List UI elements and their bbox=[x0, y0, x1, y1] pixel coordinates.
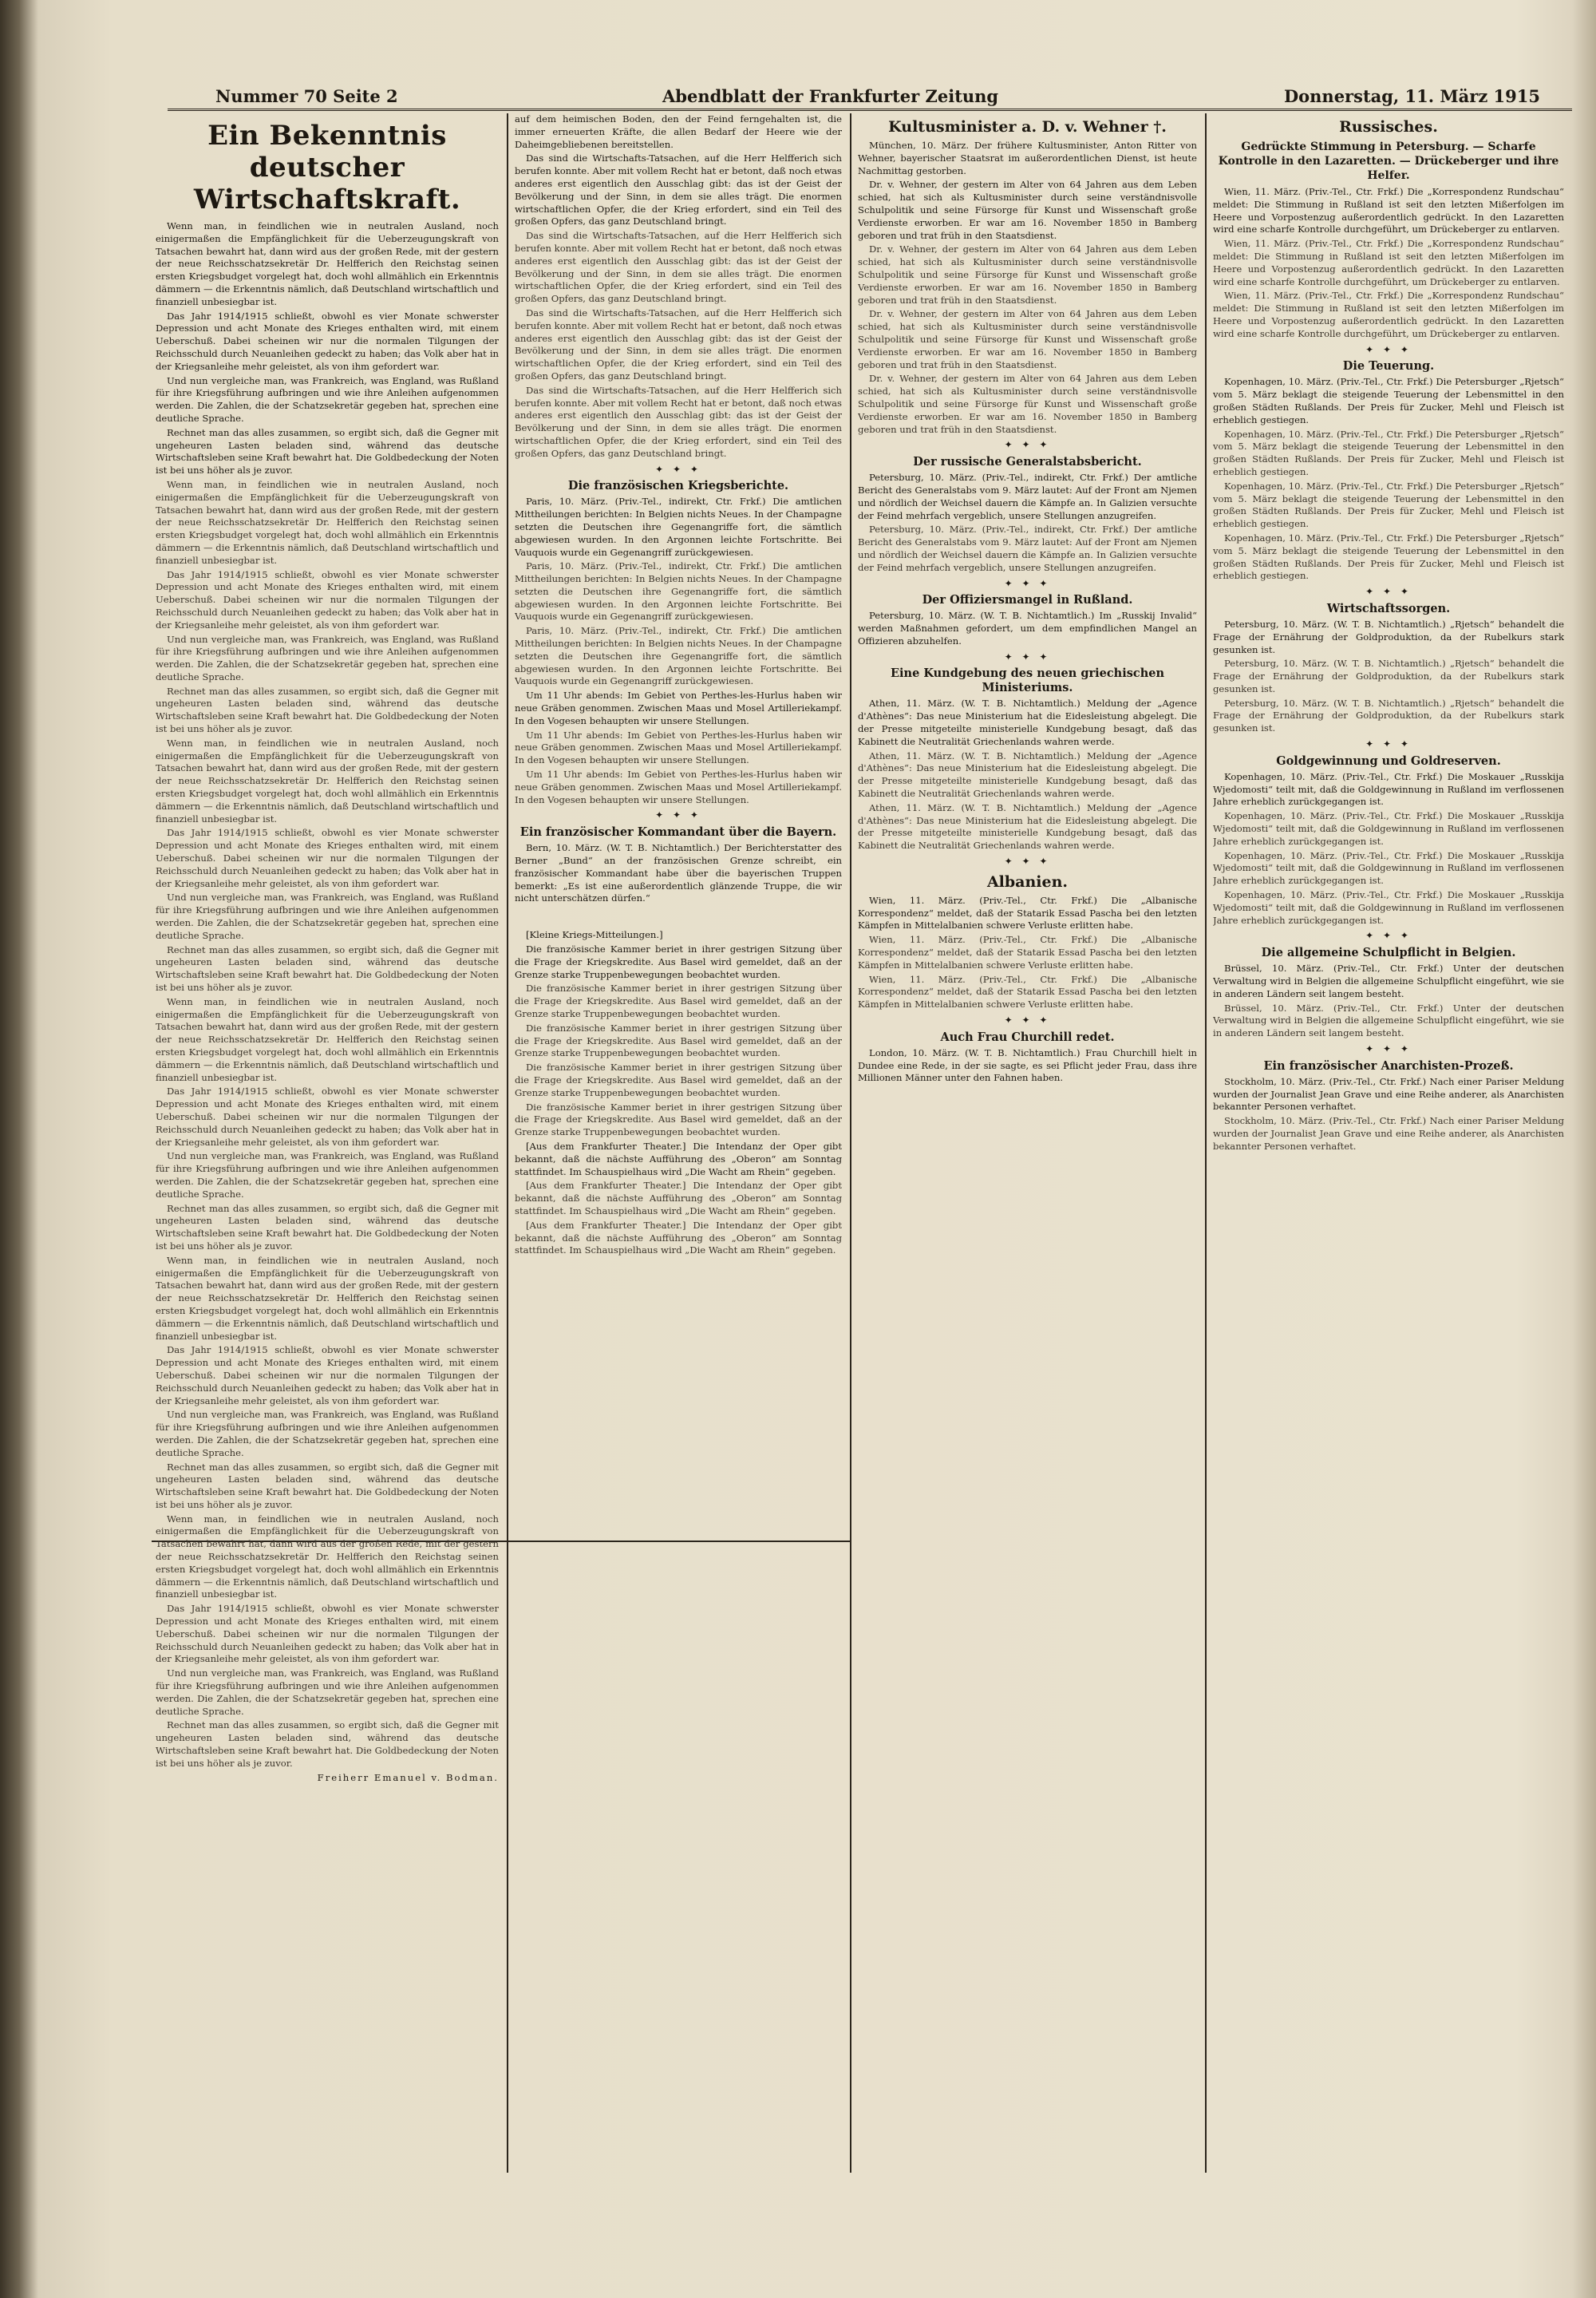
article-paragraph: Wien, 11. März. (Priv.-Tel., Ctr. Frkf.) Die „Korrespondenz Rundschau“ meldet: Die Stimmung in Rußland ist seit den letzten Mißerfolgen im Heere und Vorpostenzug außerordentlich gedrückt. In den Lazaretten wird eine scharfe Kontrolle durchgeführt, um Drückeberger zu entlarven. bbox=[1213, 238, 1564, 287]
section-heading: Ein französischer Kommandant über die Bayern. bbox=[519, 825, 837, 840]
article-paragraph: Dr. v. Wehner, der gestern im Alter von 64 Jahren aus dem Leben schied, hat sich als Kultusminister durch seine verständnisvolle Schulpolitik und seine Fürsorge für Kunst und Wissenschaft große Verdienste erworben. Er war am 16. November 1850 in Bamberg geboren und trat früh in den Staatsdienst. bbox=[858, 373, 1197, 435]
article-paragraph: Kopenhagen, 10. März. (Priv.-Tel., Ctr. Frkf.) Die Petersburger „Rjetsch“ vom 5. März beklagt die steigende Teuerung der Lebensmittel in den großen Städten Rußlands. Der Preis für Zucker, Mehl und Fleisch ist erheblich gestiegen. bbox=[1213, 480, 1564, 530]
article-paragraph: Brüssel, 10. März. (Priv.-Tel., Ctr. Frkf.) Unter der deutschen Verwaltung wird in Belgien die allgemeine Schulpflicht eingeführt, wie sie in anderen Ländern seit langem besteht. bbox=[1213, 1002, 1564, 1039]
column-2 bbox=[515, 113, 842, 2173]
article-paragraph: Wien, 11. März. (Priv.-Tel., Ctr. Frkf.) Die „Korrespondenz Rundschau“ meldet: Die Stimmung in Rußland ist seit den letzten Mißerfolgen im Heere und Vorpostenzug außerordentlich gedrückt. In den Lazaretten wird eine scharfe Kontrolle durchgeführt, um Drückeberger zu entlarven. bbox=[1213, 290, 1564, 339]
article-paragraph: Wien, 11. März. (Priv.-Tel., Ctr. Frkf.) Die „Albanische Korrespondenz“ meldet, daß der Statarik Essad Pascha bei den letzten Kämpfen in Mittelalbanien schwere Verluste erlitten habe. bbox=[858, 894, 1197, 931]
article-paragraph: Kopenhagen, 10. März. (Priv.-Tel., Ctr. Frkf.) Die Moskauer „Russkija Wjedomosti“ teilt mit, daß die Goldgewinnung in Rußland im verflossenen Jahre erheblich zurückgegangen ist. bbox=[1213, 770, 1564, 808]
article-paragraph: Die französische Kammer beriet in ihrer gestrigen Sitzung über die Frage der Kriegskredite. Aus Basel wird gemeldet, daß an der Grenze starke Truppenbewegungen beobachtet wurden. bbox=[515, 1022, 842, 1059]
section-heading: Auch Frau Churchill redet. bbox=[940, 1030, 1115, 1044]
article-paragraph: London, 10. März. (W. T. B. Nichtamtlich.) Frau Churchill hielt in Dundee eine Rede, in der sie sagte, es sei Pflicht jeder Frau, dass ihre Millionen Männer unter den Fahnen haben. bbox=[858, 1046, 1197, 1084]
article-paragraph: Kopenhagen, 10. März. (Priv.-Tel., Ctr. Frkf.) Die Moskauer „Russkija Wjedomosti“ teilt mit, daß die Goldgewinnung in Rußland im verflossenen Jahre erheblich zurückgegangen ist. bbox=[1213, 849, 1564, 887]
article-paragraph: Rechnet man das alles zusammen, so ergibt sich, daß die Gegner mit ungeheuren Lasten beladen sind, während das deutsche Wirtschaftsleben seine Kraft bewahrt hat. Die Goldbedeckung der Noten ist bei uns höher als je zuvor. bbox=[156, 1719, 499, 1769]
article-paragraph: Das sind die Wirtschafts-Tatsachen, auf die Herr Helfferich sich berufen konnte. Aber mit vollem Recht hat er betont, daß noch etwas anderes erst eigentlich den Ausschlag gibt: das ist der Geist der Bevölkerung und der Sinn, in dem sie alles trägt. Die enormen wirtschaftlichen Opfer, die der Krieg erfordert, sind ein Teil des großen Opfers, das ganz Deutschland bringt. bbox=[515, 384, 842, 459]
issue-date: Donnerstag, 11. März 1915 bbox=[1283, 86, 1540, 106]
article-paragraph: Das Jahr 1914/1915 schließt, obwohl es vier Monate schwerster Depression und acht Monate des Krieges enthalten wird, mit einem Ueberschuß. Dabei scheinen wir nur die normalen Tilgungen der Reichsschuld durch Neuanleihen gedeckt zu haben; das Volk aber hat in der Kriegsanleihe mehr geleistet, als von ihm gefordert war. bbox=[156, 1086, 499, 1148]
author-signature: Freiherr Emanuel v. Bodman. bbox=[317, 1771, 499, 1783]
column-4 bbox=[1213, 113, 1564, 2173]
section-divider: ✦ ✦ ✦ bbox=[1365, 930, 1412, 942]
article-paragraph: Das Jahr 1914/1915 schließt, obwohl es vier Monate schwerster Depression und acht Monate des Krieges enthalten wird, mit einem Ueberschuß. Dabei scheinen wir nur die normalen Tilgungen der Reichsschuld durch Neuanleihen gedeckt zu haben; das Volk aber hat in der Kriegsanleihe mehr geleistet, als von ihm gefordert war. bbox=[156, 310, 499, 372]
article-paragraph: Die französische Kammer beriet in ihrer gestrigen Sitzung über die Frage der Kriegskredite. Aus Basel wird gemeldet, daß an der Grenze starke Truppenbewegungen beobachtet wurden. bbox=[515, 983, 842, 1019]
article-paragraph: Um 11 Uhr abends: Im Gebiet von Perthes-les-Hurlus haben wir neue Gräben genommen. Zwischen Maas und Mosel Artilleriekampf. In den Vogesen behaupten wir unsere Stellungen. bbox=[515, 769, 842, 805]
article-paragraph: Das Jahr 1914/1915 schließt, obwohl es vier Monate schwerster Depression und acht Monate des Krieges enthalten wird, mit einem Ueberschuß. Dabei scheinen wir nur die normalen Tilgungen der Reichsschuld durch Neuanleihen gedeckt zu haben; das Volk aber hat in der Kriegsanleihe mehr geleistet, als von ihm gefordert war. bbox=[156, 1344, 499, 1406]
article-paragraph: Wenn man, in feindlichen wie in neutralen Ausland, noch einigermaßen die Empfänglichkeit für die Ueberzeugungskraft von Tatsachen bewahrt hat, dann wird aus der großen Rede, mit der gestern der neue Reichsschatzsekretär Dr. Helfferich den Reichstag seinen ersten Kriegsbudget vorgelegt hat, doch wohl allmählich ein Erkenntnis dämmern — die Erkenntnis nämlich, daß Deutschland wirtschaftlich und finanziell unbesiegbar ist. bbox=[156, 995, 499, 1083]
article-paragraph: Und nun vergleiche man, was Frankreich, was England, was Rußland für ihre Kriegsführung aufbringen und wie ihre Anleihen aufgenommen werden. Die Zahlen, die der Schatzsekretär gegeben hat, sprechen eine deutliche Sprache. bbox=[156, 1409, 499, 1458]
article-paragraph: Paris, 10. März. (Priv.-Tel., indirekt, Ctr. Frkf.) Die amtlichen Mittheilungen berichten: In Belgien nichts Neues. In der Champagne setzten die Deutschen ihre Gegenangriffe fort, die sämtlich abgewiesen wurden. In den Argonnen leichte Fortschritte. Bei Vauquois wurde ein Gegenangriff zurückgewiesen. bbox=[515, 560, 842, 623]
article-paragraph: Athen, 11. März. (W. T. B. Nichtamtlich.) Meldung der „Agence d'Athènes“: Das neue Ministerium hat die Eidesleistung abgelegt. Die der Presse mitgeteilte ministerielle Kundgebung besagt, daß das Kabinett die Neutralität Griechenlands wahren werde. bbox=[858, 750, 1197, 800]
article-paragraph: München, 10. März. Der frühere Kultusminister, Anton Ritter von Wehner, bayerischer Staatsrat im außerordentlichen Dienst, ist heute Nachmittag gestorben. bbox=[858, 140, 1197, 176]
article-paragraph: Rechnet man das alles zusammen, so ergibt sich, daß die Gegner mit ungeheuren Lasten beladen sind, während das deutsche Wirtschaftsleben seine Kraft bewahrt hat. Die Goldbedeckung der Noten ist bei uns höher als je zuvor. bbox=[156, 685, 499, 735]
article-paragraph: Rechnet man das alles zusammen, so ergibt sich, daß die Gegner mit ungeheuren Lasten beladen sind, während das deutsche Wirtschaftsleben seine Kraft bewahrt hat. Die Goldbedeckung der Noten ist bei uns höher als je zuvor. bbox=[156, 943, 499, 994]
article-paragraph: Wenn man, in feindlichen wie in neutralen Ausland, noch einigermaßen die Empfänglichkeit für die Ueberzeugungskraft von Tatsachen bewahrt hat, dann wird aus der großen Rede, mit der gestern der neue Reichsschatzsekretär Dr. Helfferich den Reichstag seinen ersten Kriegsbudget vorgelegt hat, doch wohl allmählich ein Erkenntnis dämmern — die Erkenntnis nämlich, daß Deutschland wirtschaftlich und finanziell unbesiegbar ist. bbox=[156, 220, 499, 307]
section-divider: ✦ ✦ ✦ bbox=[655, 463, 701, 475]
article-paragraph: Wenn man, in feindlichen wie in neutralen Ausland, noch einigermaßen die Empfänglichkeit für die Ueberzeugungskraft von Tatsachen bewahrt hat, dann wird aus der großen Rede, mit der gestern der neue Reichsschatzsekretär Dr. Helfferich den Reichstag seinen ersten Kriegsbudget vorgelegt hat, doch wohl allmählich ein Erkenntnis dämmern — die Erkenntnis nämlich, daß Deutschland wirtschaftlich und finanziell unbesiegbar ist. bbox=[156, 478, 499, 566]
article-paragraph: auf dem heimischen Boden, den der Feind ferngehalten ist, die immer erneuerten Kräfte, die allen Bedarf der Heere wie der Daheimgebliebenen bereitstellen. bbox=[515, 113, 842, 150]
article-paragraph: Rechnet man das alles zusammen, so ergibt sich, daß die Gegner mit ungeheuren Lasten beladen sind, während das deutsche Wirtschaftsleben seine Kraft bewahrt hat. Die Goldbedeckung der Noten ist bei uns höher als je zuvor. bbox=[156, 1202, 499, 1252]
article-paragraph: Die französische Kammer beriet in ihrer gestrigen Sitzung über die Frage der Kriegskredite. Aus Basel wird gemeldet, daß an der Grenze starke Truppenbewegungen beobachtet wurden. bbox=[515, 1062, 842, 1098]
article-paragraph: Petersburg, 10. März. (Priv.-Tel., indirekt, Ctr. Frkf.) Der amtliche Bericht des Generalstabs vom 9. März lautet: Auf der Front am Njemen und nördlich der Weichsel dauern die Kämpfe an. In Galizien versuchte der Feind mehrfach vergeblich, unsere Stellungen anzugreifen. bbox=[858, 524, 1197, 573]
article-paragraph: Dr. v. Wehner, der gestern im Alter von 64 Jahren aus dem Leben schied, hat sich als Kultusminister durch seine verständnisvolle Schulpolitik und seine Fürsorge für Kunst und Wissenschaft große Verdienste erworben. Er war am 16. November 1850 in Bamberg geboren und trat früh in den Staatsdienst. bbox=[858, 243, 1197, 306]
article-paragraph: Und nun vergleiche man, was Frankreich, was England, was Rußland für ihre Kriegsführung aufbringen und wie ihre Anleihen aufgenommen werden. Die Zahlen, die der Schatzsekretär gegeben hat, sprechen eine deutliche Sprache. bbox=[156, 892, 499, 941]
section-divider: ✦ ✦ ✦ bbox=[1365, 1043, 1412, 1055]
section-divider: ✦ ✦ ✦ bbox=[1004, 651, 1051, 663]
article-paragraph: Die französische Kammer beriet in ihrer gestrigen Sitzung über die Frage der Kriegskredite. Aus Basel wird gemeldet, daß an der Grenze starke Truppenbewegungen beobachtet wurden. bbox=[515, 1101, 842, 1138]
article-paragraph: Das Jahr 1914/1915 schließt, obwohl es vier Monate schwerster Depression und acht Monate des Krieges enthalten wird, mit einem Ueberschuß. Dabei scheinen wir nur die normalen Tilgungen der Reichsschuld durch Neuanleihen gedeckt zu haben; das Volk aber hat in der Kriegsanleihe mehr geleistet, als von ihm gefordert war. bbox=[156, 568, 499, 631]
section-heading: Ein französischer Anarchisten-Prozeß. bbox=[1263, 1058, 1514, 1073]
page-header bbox=[168, 85, 1572, 111]
main-headline: Ein Bekenntnis deutscher Wirtschaftskraft. bbox=[193, 120, 461, 216]
article-paragraph: Das sind die Wirtschafts-Tatsachen, auf die Herr Helfferich sich berufen konnte. Aber mit vollem Recht hat er betont, daß noch etwas anderes erst eigentlich den Ausschlag gibt: das ist der Geist der Bevölkerung und der Sinn, in dem sie alles trägt. Die enormen wirtschaftlichen Opfer, die der Krieg erfordert, sind ein Teil des großen Opfers, das ganz Deutschland bringt. bbox=[515, 230, 842, 305]
section-heading: Goldgewinnung und Goldreserven. bbox=[1276, 753, 1501, 768]
section-divider: ✦ ✦ ✦ bbox=[655, 809, 701, 821]
article-paragraph: Kopenhagen, 10. März. (Priv.-Tel., Ctr. Frkf.) Die Petersburger „Rjetsch“ vom 5. März beklagt die steigende Teuerung der Lebensmittel in den großen Städten Rußlands. Der Preis für Zucker, Mehl und Fleisch ist erheblich gestiegen. bbox=[1213, 428, 1564, 477]
article-paragraph: Wien, 11. März. (Priv.-Tel., Ctr. Frkf.) Die „Albanische Korrespondenz“ meldet, daß der Statarik Essad Pascha bei den letzten Kämpfen in Mittelalbanien schwere Verluste erlitten habe. bbox=[858, 973, 1197, 1011]
article-paragraph: Rechnet man das alles zusammen, so ergibt sich, daß die Gegner mit ungeheuren Lasten beladen sind, während das deutsche Wirtschaftsleben seine Kraft bewahrt hat. Die Goldbedeckung der Noten ist bei uns höher als je zuvor. bbox=[156, 426, 499, 477]
column-rule bbox=[507, 113, 508, 2173]
article-paragraph: Wenn man, in feindlichen wie in neutralen Ausland, noch einigermaßen die Empfänglichkeit für die Ueberzeugungskraft von Tatsachen bewahrt hat, dann wird aus der großen Rede, mit der gestern der neue Reichsschatzsekretär Dr. Helfferich den Reichstag seinen ersten Kriegsbudget vorgelegt hat, doch wohl allmählich ein Erkenntnis dämmern — die Erkenntnis nämlich, daß Deutschland wirtschaftlich und finanziell unbesiegbar ist. bbox=[156, 1513, 499, 1600]
article-paragraph: Wenn man, in feindlichen wie in neutralen Ausland, noch einigermaßen die Empfänglichkeit für die Ueberzeugungskraft von Tatsachen bewahrt hat, dann wird aus der großen Rede, mit der gestern der neue Reichsschatzsekretär Dr. Helfferich den Reichstag seinen ersten Kriegsbudget vorgelegt hat, doch wohl allmählich ein Erkenntnis dämmern — die Erkenntnis nämlich, daß Deutschland wirtschaftlich und finanziell unbesiegbar ist. bbox=[156, 1254, 499, 1342]
article-paragraph: Wien, 11. März. (Priv.-Tel., Ctr. Frkf.) Die „Albanische Korrespondenz“ meldet, daß der Statarik Essad Pascha bei den letzten Kämpfen in Mittelalbanien schwere Verluste erlitten habe. bbox=[858, 934, 1197, 971]
section-heading: Die allgemeine Schulpflicht in Belgien. bbox=[1261, 946, 1516, 960]
article-paragraph: Das sind die Wirtschafts-Tatsachen, auf die Herr Helfferich sich berufen konnte. Aber mit vollem Recht hat er betont, daß noch etwas anderes erst eigentlich den Ausschlag gibt: das ist der Geist der Bevölkerung und der Sinn, in dem sie alles trägt. Die enormen wirtschaftlichen Opfer, die der Krieg erfordert, sind ein Teil des großen Opfers, das ganz Deutschland bringt. bbox=[515, 152, 842, 227]
article-paragraph: Und nun vergleiche man, was Frankreich, was England, was Rußland für ihre Kriegsführung aufbringen und wie ihre Anleihen aufgenommen werden. Die Zahlen, die der Schatzsekretär gegeben hat, sprechen eine deutliche Sprache. bbox=[156, 1667, 499, 1717]
newspaper-page bbox=[48, 0, 1580, 2298]
article-paragraph: Stockholm, 10. März. (Priv.-Tel., Ctr. Frkf.) Nach einer Pariser Meldung wurden der Journalist Jean Grave und eine Reihe anderer, als Anarchisten bekannter Personen verhaftet. bbox=[1213, 1115, 1564, 1152]
section-heading: Die französischen Kriegsberichte. bbox=[567, 479, 789, 493]
article-paragraph: Petersburg, 10. März. (W. T. B. Nichtamtlich.) Im „Russkij Invalid“ werden Maßnahmen gefordert, um dem empfindlichen Mangel an Offizieren abzuhelfen. bbox=[858, 610, 1197, 647]
article-paragraph: Petersburg, 10. März. (W. T. B. Nichtamtlich.) „Rjetsch“ behandelt die Frage der Ernährung der Goldproduktion, da der Rubelkurs stark gesunken ist. bbox=[1213, 697, 1564, 734]
article-paragraph: Das Jahr 1914/1915 schließt, obwohl es vier Monate schwerster Depression und acht Monate des Krieges enthalten wird, mit einem Ueberschuß. Dabei scheinen wir nur die normalen Tilgungen der Reichsschuld durch Neuanleihen gedeckt zu haben; das Volk aber hat in der Kriegsanleihe mehr geleistet, als von ihm gefordert war. bbox=[156, 827, 499, 889]
notes-heading: [Kleine Kriegs-Mitteilungen.] bbox=[526, 929, 663, 941]
newspaper-title: Abendblatt der Frankfurter Zeitung bbox=[662, 86, 999, 106]
article-paragraph: Paris, 10. März. (Priv.-Tel., indirekt, Ctr. Frkf.) Die amtlichen Mittheilungen berichten: In Belgien nichts Neues. In der Champagne setzten die Deutschen ihre Gegenangriffe fort, die sämtlich abgewiesen wurden. In den Argonnen leichte Fortschritte. Bei Vauquois wurde ein Gegenangriff zurückgewiesen. bbox=[515, 625, 842, 687]
article-paragraph: Kopenhagen, 10. März. (Priv.-Tel., Ctr. Frkf.) Die Petersburger „Rjetsch“ vom 5. März beklagt die steigende Teuerung der Lebensmittel in den großen Städten Rußlands. Der Preis für Zucker, Mehl und Fleisch ist erheblich gestiegen. bbox=[1213, 532, 1564, 582]
section-divider: ✦ ✦ ✦ bbox=[1004, 856, 1051, 868]
section-heading: Albanien. bbox=[986, 872, 1069, 891]
article-paragraph: Rechnet man das alles zusammen, so ergibt sich, daß die Gegner mit ungeheuren Lasten beladen sind, während das deutsche Wirtschaftsleben seine Kraft bewahrt hat. Die Goldbedeckung der Noten ist bei uns höher als je zuvor. bbox=[156, 1461, 499, 1510]
page-number: Nummer 70 Seite 2 bbox=[215, 86, 398, 106]
article-paragraph: Das Jahr 1914/1915 schließt, obwohl es vier Monate schwerster Depression und acht Monate des Krieges enthalten wird, mit einem Ueberschuß. Dabei scheinen wir nur die normalen Tilgungen der Reichsschuld durch Neuanleihen gedeckt zu haben; das Volk aber hat in der Kriegsanleihe mehr geleistet, als von ihm gefordert war. bbox=[156, 1603, 499, 1665]
column-3 bbox=[858, 113, 1197, 2173]
section-divider: ✦ ✦ ✦ bbox=[1004, 577, 1051, 589]
article-paragraph: [Aus dem Frankfurter Theater.] Die Intendanz der Oper gibt bekannt, daß die nächste Aufführung des „Oberon“ am Sonntag stattfindet. Im Schauspielhaus wird „Die Wacht am Rhein“ gegeben. bbox=[515, 1219, 842, 1256]
section-heading: Die Teuerung. bbox=[1342, 359, 1435, 374]
article-paragraph: Die französische Kammer beriet in ihrer gestrigen Sitzung über die Frage der Kriegskredite. Aus Basel wird gemeldet, daß an der Grenze starke Truppenbewegungen beobachtet wurden. bbox=[515, 943, 842, 980]
article-paragraph: Stockholm, 10. März. (Priv.-Tel., Ctr. Frkf.) Nach einer Pariser Meldung wurden der Journalist Jean Grave und eine Reihe anderer, als Anarchisten bekannter Personen verhaftet. bbox=[1213, 1075, 1564, 1113]
article-paragraph: Kopenhagen, 10. März. (Priv.-Tel., Ctr. Frkf.) Die Petersburger „Rjetsch“ vom 5. März beklagt die steigende Teuerung der Lebensmittel in den großen Städten Rußlands. Der Preis für Zucker, Mehl und Fleisch ist erheblich gestiegen. bbox=[1213, 376, 1564, 425]
column-1 bbox=[156, 113, 499, 2173]
article-paragraph: Kopenhagen, 10. März. (Priv.-Tel., Ctr. Frkf.) Die Moskauer „Russkija Wjedomosti“ teilt mit, daß die Goldgewinnung in Rußland im verflossenen Jahre erheblich zurückgegangen ist. bbox=[1213, 889, 1564, 926]
article-paragraph: Um 11 Uhr abends: Im Gebiet von Perthes-les-Hurlus haben wir neue Gräben genommen. Zwischen Maas und Mosel Artilleriekampf. In den Vogesen behaupten wir unsere Stellungen. bbox=[515, 729, 842, 766]
section-subtitle: Gedrückte Stimmung in Petersburg. — Scharfe Kontrolle in den Lazaretten. — Drückeberger und ihre Helfer. bbox=[1218, 140, 1559, 182]
section-divider: ✦ ✦ ✦ bbox=[1004, 1015, 1051, 1026]
article-paragraph: Um 11 Uhr abends: Im Gebiet von Perthes-les-Hurlus haben wir neue Gräben genommen. Zwischen Maas und Mosel Artilleriekampf. In den Vogesen behaupten wir unsere Stellungen. bbox=[515, 690, 842, 726]
article-paragraph: [Aus dem Frankfurter Theater.] Die Intendanz der Oper gibt bekannt, daß die nächste Aufführung des „Oberon“ am Sonntag stattfindet. Im Schauspielhaus wird „Die Wacht am Rhein“ gegeben. bbox=[515, 1180, 842, 1216]
article-paragraph: Petersburg, 10. März. (W. T. B. Nichtamtlich.) „Rjetsch“ behandelt die Frage der Ernährung der Goldproduktion, da der Rubelkurs stark gesunken ist. bbox=[1213, 658, 1564, 694]
section-heading: Wirtschaftssorgen. bbox=[1326, 601, 1451, 615]
section-heading: Der russische Generalstabsbericht. bbox=[913, 455, 1142, 469]
article-paragraph: Wien, 11. März. (Priv.-Tel., Ctr. Frkf.) Die „Korrespondenz Rundschau“ meldet: Die Stimmung in Rußland ist seit den letzten Mißerfolgen im Heere und Vorpostenzug außerordentlich gedrückt. In den Lazaretten wird eine scharfe Kontrolle durchgeführt, um Drückeberger zu entlarven. bbox=[1213, 186, 1564, 235]
article-paragraph: Athen, 11. März. (W. T. B. Nichtamtlich.) Meldung der „Agence d'Athènes“: Das neue Ministerium hat die Eidesleistung abgelegt. Die der Presse mitgeteilte ministerielle Kundgebung besagt, daß das Kabinett die Neutralität Griechenlands wahren werde. bbox=[858, 698, 1197, 747]
section-heading: Kultusminister a. D. v. Wehner †. bbox=[888, 118, 1167, 136]
article-paragraph: Paris, 10. März. (Priv.-Tel., indirekt, Ctr. Frkf.) Die amtlichen Mittheilungen berichten: In Belgien nichts Neues. In der Champagne setzten die Deutschen ihre Gegenangriffe fort, die sämtlich abgewiesen wurden. In den Argonnen leichte Fortschritte. Bei Vauquois wurde ein Gegenangriff zurückgewiesen. bbox=[515, 496, 842, 558]
article-paragraph: Wenn man, in feindlichen wie in neutralen Ausland, noch einigermaßen die Empfänglichkeit für die Ueberzeugungskraft von Tatsachen bewahrt hat, dann wird aus der großen Rede, mit der gestern der neue Reichsschatzsekretär Dr. Helfferich den Reichstag seinen ersten Kriegsbudget vorgelegt hat, doch wohl allmählich ein Erkenntnis dämmern — die Erkenntnis nämlich, daß Deutschland wirtschaftlich und finanziell unbesiegbar ist. bbox=[156, 737, 499, 825]
article-paragraph: Dr. v. Wehner, der gestern im Alter von 64 Jahren aus dem Leben schied, hat sich als Kultusminister durch seine verständnisvolle Schulpolitik und seine Fürsorge für Kunst und Wissenschaft große Verdienste erworben. Er war am 16. November 1850 in Bamberg geboren und trat früh in den Staatsdienst. bbox=[858, 179, 1197, 241]
article-paragraph: Und nun vergleiche man, was Frankreich, was England, was Rußland für ihre Kriegsführung aufbringen und wie ihre Anleihen aufgenommen werden. Die Zahlen, die der Schatzsekretär gegeben hat, sprechen eine deutliche Sprache. bbox=[156, 374, 499, 424]
section-divider: ✦ ✦ ✦ bbox=[1365, 586, 1412, 598]
article-paragraph: Und nun vergleiche man, was Frankreich, was England, was Rußland für ihre Kriegsführung aufbringen und wie ihre Anleihen aufgenommen werden. Die Zahlen, die der Schatzsekretär gegeben hat, sprechen eine deutliche Sprache. bbox=[156, 1150, 499, 1200]
article-paragraph: Petersburg, 10. März. (Priv.-Tel., indirekt, Ctr. Frkf.) Der amtliche Bericht des Generalstabs vom 9. März lautet: Auf der Front am Njemen und nördlich der Weichsel dauern die Kämpfe an. In Galizien versuchte der Feind mehrfach vergeblich, unsere Stellungen anzugreifen. bbox=[858, 472, 1197, 521]
section-heading: Russisches. bbox=[1339, 118, 1438, 136]
article-paragraph: Athen, 11. März. (W. T. B. Nichtamtlich.) Meldung der „Agence d'Athènes“: Das neue Ministerium hat die Eidesleistung abgelegt. Die der Presse mitgeteilte ministerielle Kundgebung besagt, daß das Kabinett die Neutralität Griechenlands wahren werde. bbox=[858, 801, 1197, 852]
column-rule bbox=[850, 113, 851, 2173]
section-divider: ✦ ✦ ✦ bbox=[1365, 738, 1412, 750]
section-divider: ✦ ✦ ✦ bbox=[1365, 343, 1412, 355]
section-heading: Der Offiziersmangel in Rußland. bbox=[922, 593, 1133, 607]
article-paragraph: [Aus dem Frankfurter Theater.] Die Intendanz der Oper gibt bekannt, daß die nächste Aufführung des „Oberon“ am Sonntag stattfindet. Im Schauspielhaus wird „Die Wacht am Rhein“ gegeben. bbox=[515, 1140, 842, 1177]
article-paragraph: Brüssel, 10. März. (Priv.-Tel., Ctr. Frkf.) Unter der deutschen Verwaltung wird in Belgien die allgemeine Schulpflicht eingeführt, wie sie in anderen Ländern seit langem besteht. bbox=[1213, 963, 1564, 999]
section-divider: ✦ ✦ ✦ bbox=[1004, 439, 1051, 451]
article-paragraph: Dr. v. Wehner, der gestern im Alter von 64 Jahren aus dem Leben schied, hat sich als Kultusminister durch seine verständnisvolle Schulpolitik und seine Fürsorge für Kunst und Wissenschaft große Verdienste erworben. Er war am 16. November 1850 in Bamberg geboren und trat früh in den Staatsdienst. bbox=[858, 308, 1197, 370]
article-paragraph: Bern, 10. März. (W. T. B. Nichtamtlich.) Der Berichterstatter des Berner „Bund“ an der französischen Grenze schreibt, ein französischer Kommandant habe über die bayerischen Truppen bemerkt: „Es ist eine außerordentlich glänzende Truppe, die wir nicht unterschätzen dürfen.“ bbox=[515, 842, 842, 904]
article-paragraph: Und nun vergleiche man, was Frankreich, was England, was Rußland für ihre Kriegsführung aufbringen und wie ihre Anleihen aufgenommen werden. Die Zahlen, die der Schatzsekretär gegeben hat, sprechen eine deutliche Sprache. bbox=[156, 633, 499, 682]
article-paragraph: Petersburg, 10. März. (W. T. B. Nichtamtlich.) „Rjetsch“ behandelt die Frage der Ernährung der Goldproduktion, da der Rubelkurs stark gesunken ist. bbox=[1213, 618, 1564, 655]
article-paragraph: Kopenhagen, 10. März. (Priv.-Tel., Ctr. Frkf.) Die Moskauer „Russkija Wjedomosti“ teilt mit, daß die Goldgewinnung in Rußland im verflossenen Jahre erheblich zurückgegangen ist. bbox=[1213, 810, 1564, 847]
section-heading: Eine Kundgebung des neuen griechischen Ministeriums. bbox=[890, 666, 1165, 695]
article-paragraph: Das sind die Wirtschafts-Tatsachen, auf die Herr Helfferich sich berufen konnte. Aber mit vollem Recht hat er betont, daß noch etwas anderes erst eigentlich den Ausschlag gibt: das ist der Geist der Bevölkerung und der Sinn, in dem sie alles trägt. Die enormen wirtschaftlichen Opfer, die der Krieg erfordert, sind ein Teil des großen Opfers, das ganz Deutschland bringt. bbox=[515, 307, 842, 382]
column-rule bbox=[1205, 113, 1207, 2173]
